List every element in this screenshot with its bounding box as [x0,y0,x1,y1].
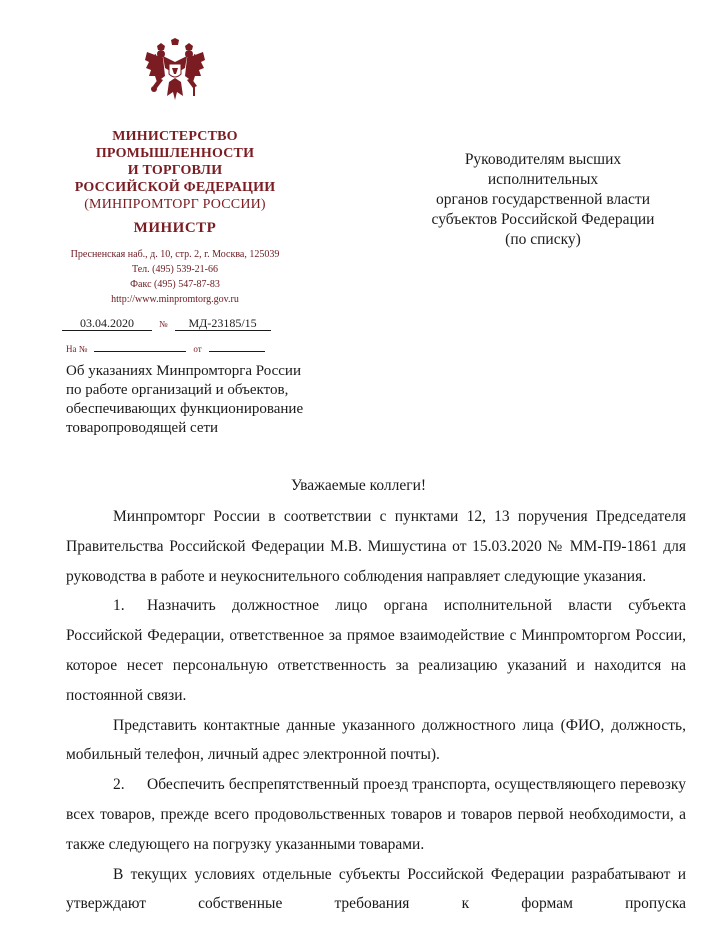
addressee-line: Руководителям высших [464,151,622,168]
ministry-short-name: (МИНПРОМТОРГ РОССИИ) [84,197,266,212]
letter-subject [66,362,356,438]
addressee-line: органов государственной власти [436,191,650,208]
item-2-number: 2. [113,776,125,794]
contact-block [40,247,310,307]
reply-date-field [209,351,265,352]
ministry-name-line: РОССИЙСКОЙ ФЕДЕРАЦИИ [74,180,276,195]
subject-line: товаропроводящей сети [66,420,219,436]
incoming-registration [62,341,265,356]
addressee-block [398,150,688,250]
item-2-paragraph [66,770,686,859]
ministry-name-line: ПРОМЫШЛЕННОСТИ [95,146,255,161]
letterhead [40,38,310,307]
addressee-line: (по списку) [505,231,581,248]
salutation: Уважаемые коллеги! [290,477,427,494]
item-1-paragraph [66,591,686,710]
letter-date: 03.04.2020 [62,316,152,331]
outgoing-registration [62,316,271,331]
subject-line: по работе организаций и объектов, [66,382,289,398]
subject-line: обеспечивающих функционирование [66,401,304,417]
reply-number-label: На № [66,344,88,354]
double-headed-eagle-icon [143,38,207,110]
letter-body [66,502,686,919]
intro-paragraph: Минпромторг России в соответствии с пунктами 12, 13 поручения Председателя Правительства Российской Федерации М.В. Мишустина от 15.03.2020 № ММ-П9-1861 для руководства в работе и неукоснительного соблюдения направляет следующие указания. [66,508,686,585]
item-1-extra-paragraph: Представить контактные данные указанного должностного лица (ФИО, должность, мобильный телефон, личный адрес электронной почты). [66,716,686,764]
fax-number: Факс (495) 547-87-83 [130,279,220,290]
ministry-name [40,128,310,213]
letter-number: МД-23185/15 [175,316,271,331]
postal-address: Пресненская наб., д. 10, стр. 2, г. Москва, 125039 [70,249,280,260]
number-label: № [159,319,168,329]
item-2-text: Обеспечить беспрепятственный проезд транспорта, осуществляющего перевозку всех товаров, прежде всего продовольственных товаров и товаров первой необходимости, а также следующего на погрузку указанными товарами. [66,776,686,853]
reply-date-label: от [193,344,202,354]
ministry-name-line: И ТОРГОВЛИ [127,163,223,178]
item-1-text: Назначить должностное лицо органа исполнительной власти субъекта Российской Федерации, ответственное за прямое взаимодействие с Минпромторгом России, которое несет персональную ответственность за реализацию указаний и находится на постоянной связи. [66,597,686,704]
subject-line: Об указаниях Минпромторга России [66,363,301,379]
addressee-line: субъектов Российской Федерации [431,211,655,228]
addressee-line: исполнительных [487,171,599,188]
closing-paragraph: В текущих условиях отдельные субъекты Российской Федерации разрабатывают и утверждают собственные требования к формам пропуска [66,865,686,913]
ministry-name-line: МИНИСТЕРСТВО [112,129,238,144]
reply-number-field [94,351,186,352]
item-1-number: 1. [113,597,125,615]
minister-title: МИНИСТР [133,220,217,236]
phone-number: Тел. (495) 539-21-66 [132,264,218,275]
website-link[interactable]: http://www.minpromtorg.gov.ru [111,294,239,305]
